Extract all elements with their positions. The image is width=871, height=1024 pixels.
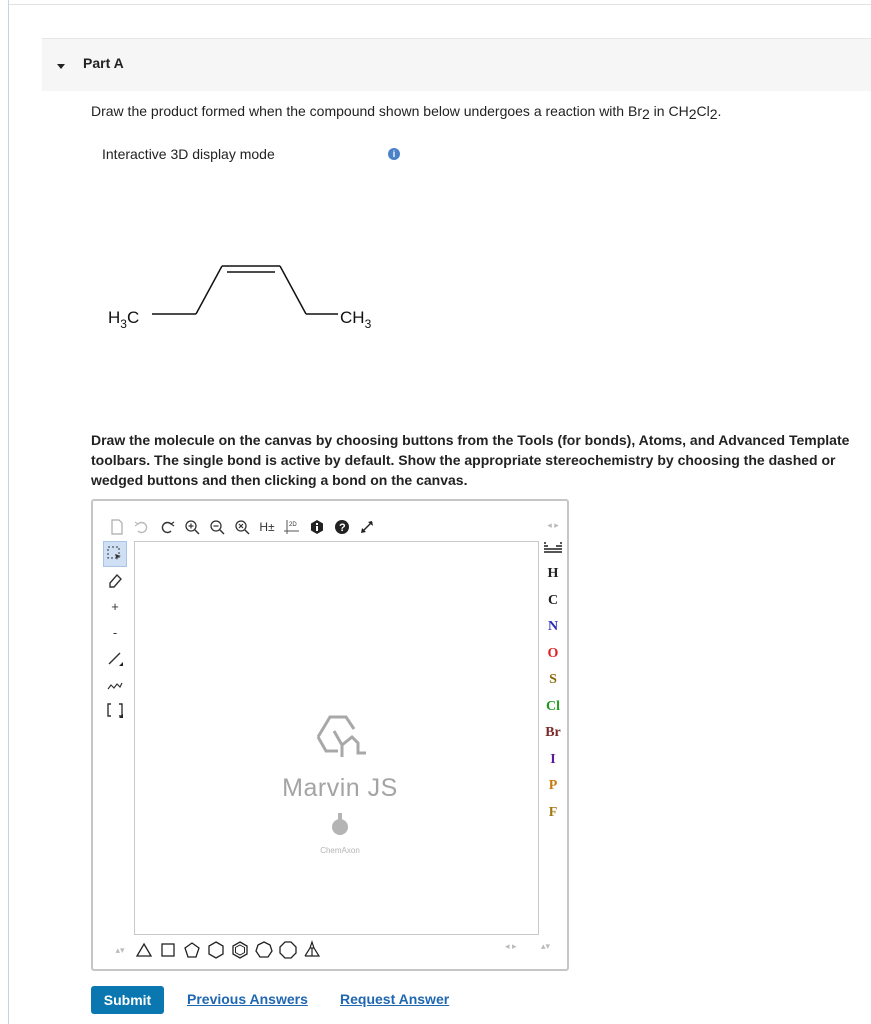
clean-2d-button[interactable]: [282, 517, 302, 537]
atom-toolbar-scroll-icon[interactable]: ◂ ▸: [547, 519, 559, 530]
left-border: [8, 0, 9, 1024]
previous-answers-link[interactable]: Previous Answers: [187, 991, 308, 1007]
atom-button-p[interactable]: P: [548, 778, 558, 794]
marvin-editor: [91, 499, 569, 971]
decrease-charge-button[interactable]: -: [112, 624, 118, 640]
template-scroll-left-right-icon[interactable]: ◂ ▸: [505, 941, 517, 951]
atom-button-cl[interactable]: Cl: [546, 698, 560, 714]
heptagon-template-icon[interactable]: [253, 939, 275, 961]
zoom-in-icon[interactable]: [182, 517, 202, 537]
redo-icon[interactable]: [157, 517, 177, 537]
template-toolbar: [109, 937, 325, 963]
zoom-out-icon[interactable]: [207, 517, 227, 537]
help-icon[interactable]: [332, 517, 352, 537]
info-icon[interactable]: i: [388, 148, 400, 160]
atom-button-i[interactable]: I: [550, 751, 556, 767]
hexagon-template-icon[interactable]: [205, 939, 227, 961]
info-hexagon-icon[interactable]: [307, 517, 327, 537]
submit-button[interactable]: Submit: [91, 986, 164, 1014]
triangle-template-icon[interactable]: [133, 939, 155, 961]
request-answer-link[interactable]: Request Answer: [340, 991, 450, 1007]
template-scroll-icon[interactable]: ▴▾: [115, 944, 125, 955]
clean-2d-label: 2D: [289, 522, 297, 528]
top-divider: [9, 4, 871, 5]
atom-button-f[interactable]: F: [548, 804, 558, 820]
fullscreen-icon[interactable]: [357, 517, 377, 537]
left-toolbar: [103, 541, 131, 723]
template-scroll-up-down-icon[interactable]: ▴▾: [541, 941, 551, 951]
increase-charge-button[interactable]: +: [111, 598, 119, 614]
marvin-watermark: [265, 707, 415, 855]
reactant-structure: [100, 250, 420, 345]
top-toolbar: [107, 515, 382, 539]
display-mode-label: Interactive 3D display mode: [102, 146, 275, 162]
atom-button-n[interactable]: N: [547, 619, 559, 635]
selection-tool-icon[interactable]: [103, 541, 127, 567]
question-text: Draw the product formed when the compound shown below undergoes a reaction with $Br_2$ in $CH_2Cl_2$.: [91, 103, 722, 122]
new-document-icon[interactable]: [107, 517, 127, 537]
eraser-icon[interactable]: [103, 567, 127, 593]
hydrogen-toggle-button[interactable]: H±: [259, 520, 275, 534]
bracket-tool-icon[interactable]: [103, 697, 127, 723]
atom-button-h[interactable]: H: [547, 566, 559, 582]
periodic-table-icon[interactable]: [537, 535, 569, 561]
undo-icon[interactable]: [132, 517, 152, 537]
marvin-logo-icon: [308, 707, 372, 763]
octagon-template-icon[interactable]: [277, 939, 299, 961]
marvin-name: Marvin JS: [282, 774, 398, 802]
chemaxon-logo-icon: [330, 813, 350, 835]
atom-button-s[interactable]: S: [549, 672, 557, 688]
svg-text:?: ?: [339, 522, 346, 534]
right-methyl-label: $CH_3$: [340, 308, 372, 331]
collapse-caret-icon[interactable]: [57, 64, 65, 69]
benzene-template-icon[interactable]: [229, 939, 251, 961]
bicyclic-template-icon[interactable]: [301, 939, 323, 961]
single-bond-icon[interactable]: [103, 645, 127, 671]
part-title: Part A: [83, 55, 124, 71]
chemaxon-label: ChemAxon: [320, 846, 360, 855]
atom-button-o[interactable]: O: [547, 645, 559, 661]
zoom-fit-icon[interactable]: [232, 517, 252, 537]
left-methyl-label: $H_3C$: [108, 308, 140, 331]
square-template-icon[interactable]: [157, 939, 179, 961]
atom-toolbar: [537, 515, 569, 826]
atom-button-br[interactable]: Br: [545, 725, 561, 741]
part-header[interactable]: [42, 38, 871, 91]
atom-button-c[interactable]: C: [547, 592, 559, 608]
drawing-instructions: Draw the molecule on the canvas by choosing buttons from the Tools (for bonds), Atoms, and Advanced Template toolbars. The single bond is active by default. Show the appropriate stereochemistry by choosing the dashed or wedged buttons and then clicking a bond on the canvas.: [91, 432, 850, 488]
chain-tool-icon[interactable]: [103, 671, 127, 697]
pentagon-template-icon[interactable]: [181, 939, 203, 961]
atom-list: [537, 561, 569, 826]
drawing-canvas[interactable]: [134, 541, 539, 935]
